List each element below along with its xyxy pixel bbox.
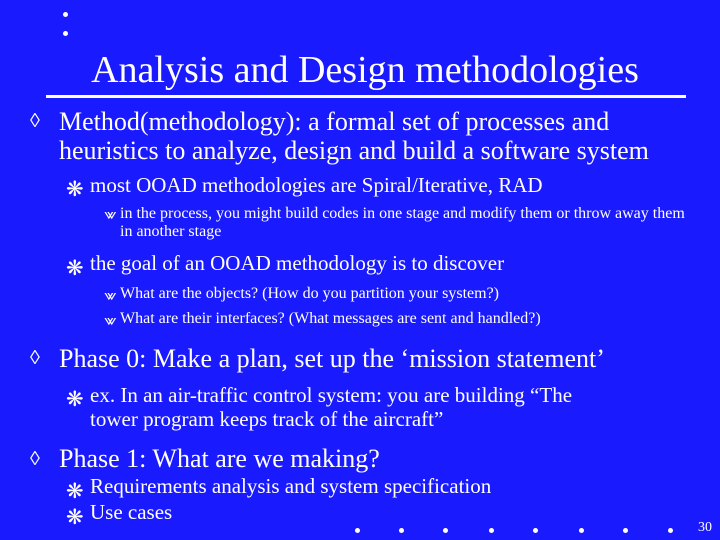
bullet-phase-1: Phase 1: What are we making? [59, 444, 380, 473]
bullet-build-codes: in the process, you might build codes in one stage and modify them or throw away them in another stage [120, 205, 685, 240]
asterisk-bullet-icon: ❋ [66, 505, 84, 529]
bullet-goal: the goal of an OOAD methodology is to discover [90, 251, 505, 275]
decorative-dot [533, 528, 538, 533]
decorative-dot [399, 528, 404, 533]
hourglass-bullet-icon: ⩖ [104, 206, 117, 223]
hourglass-bullet-icon: ⩖ [104, 287, 117, 304]
page-number: 30 [698, 520, 712, 535]
decorative-dot [63, 31, 68, 36]
diamond-bullet-icon: ◊ [30, 347, 40, 369]
bullet-phase-0: Phase 0: Make a plan, set up the ‘mission statement’ [59, 344, 605, 373]
title-underline [46, 95, 686, 98]
diamond-bullet-icon: ◊ [30, 110, 40, 132]
decorative-dot [443, 528, 448, 533]
bullet-use-cases: Use cases [90, 500, 173, 524]
decorative-dot [489, 528, 494, 533]
bullet-requirements: Requirements analysis and system specification [90, 474, 492, 498]
asterisk-bullet-icon: ❋ [66, 256, 84, 280]
decorative-dot [623, 528, 628, 533]
bullet-ooad-spiral: most OOAD methodologies are Spiral/Iterative, RAD [90, 173, 543, 197]
diamond-bullet-icon: ◊ [30, 448, 40, 470]
bullet-air-traffic: ex. In an air-traffic control system: you are building “The tower program keeps track of the aircraft” [90, 383, 573, 431]
decorative-dot [668, 528, 673, 533]
decorative-dot [355, 528, 360, 533]
asterisk-bullet-icon: ❋ [66, 387, 84, 411]
asterisk-bullet-icon: ❋ [66, 479, 84, 503]
asterisk-bullet-icon: ❋ [66, 177, 84, 201]
decorative-dot [579, 528, 584, 533]
decorative-dot [63, 12, 68, 17]
bullet-interfaces: What are their interfaces? (What messages are sent and handled?) [120, 310, 541, 327]
bullet-method: Method(methodology): a formal set of processes and heuristics to analyze, design and build a software system [59, 107, 649, 166]
slide-title: Analysis and Design methodologies [91, 49, 639, 91]
bullet-objects: What are the objects? (How do you partition your system?) [120, 285, 499, 302]
hourglass-bullet-icon: ⩖ [104, 312, 117, 329]
